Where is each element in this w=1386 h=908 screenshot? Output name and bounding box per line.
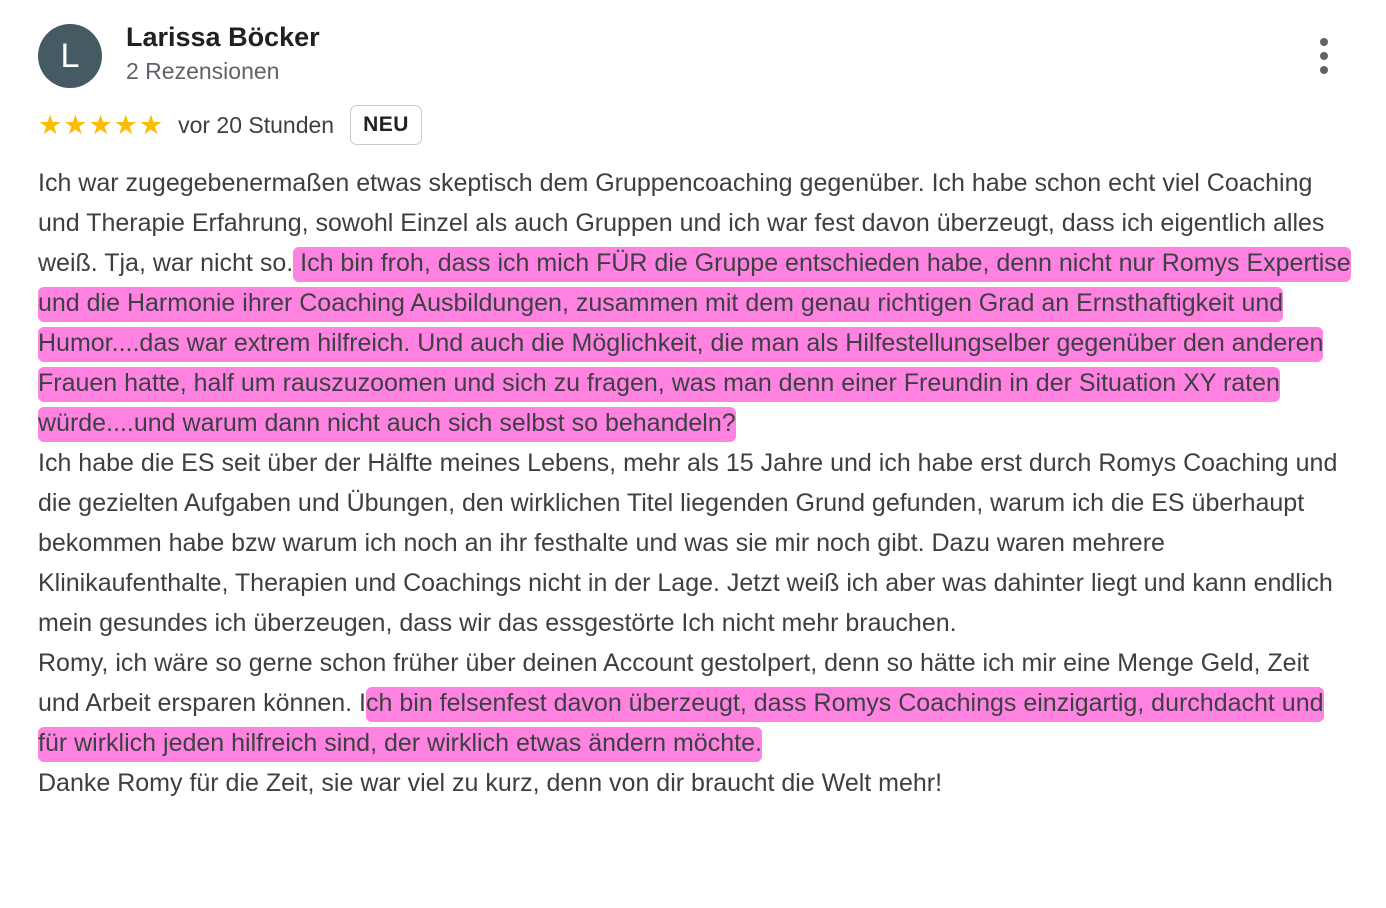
review-text-segment: Romy, ich wäre so gerne schon früher über deinen Account gestolpert, denn so hätte ich mir eine Menge Geld, Zeit und Arbeit ersparen können. I (38, 649, 1310, 717)
avatar[interactable]: L (38, 24, 102, 88)
star-icon: ★ (63, 109, 88, 140)
more-vertical-icon-dot (1320, 52, 1328, 60)
more-vertical-icon-dot (1320, 38, 1328, 46)
star-icon: ★ (138, 109, 164, 140)
new-badge: NEU (350, 105, 422, 145)
review-text-segment: Ich war zugegebenermaßen etwas skeptisch dem Gruppencoaching gegenüber. Ich habe schon echt viel Coaching und Therapie Erfahrung, sowohl Einzel als auch Gruppen und ich war fest davon überzeugt, dass ich eigentlich alles weiß. Tja, war nicht so. (38, 169, 1325, 277)
review-text (38, 163, 1354, 803)
star-icon: ★ (113, 109, 138, 140)
highlighted-text: ch bin felsenfest davon überzeugt, dass Romys Coachings einzigartig, durchdacht und für wirklich jeden hilfreich sind, der wirklich etwas ändern möchte. (38, 687, 1324, 762)
rating-row (38, 104, 422, 146)
star-icon: ★ (88, 109, 113, 140)
reviewer-name[interactable]: Larissa Böcker (126, 22, 320, 52)
star-rating (38, 109, 164, 140)
star-icon: ★ (38, 109, 63, 140)
highlighted-text: Ich bin froh, dass ich mich FÜR die Gruppe entschieden habe, denn nicht nur Romys Expertise und die Harmonie ihrer Coaching Ausbildungen, zusammen mit dem genau richtigen Grad an Ernsthaftigkeit und Humor....das war extrem hilfreich. Und auch die Möglichkeit, die man als Hilfestellungselber gegenüber den anderen Frauen hatte, half um rauszuzoomen und sich zu fragen, was man denn einer Freundin in der Situation XY raten würde....und warum dann nicht auch sich selbst so behandeln? (38, 247, 1351, 442)
review-paragraph (38, 643, 1354, 763)
review-time: vor 20 Stunden (178, 111, 335, 138)
review-paragraph: Danke Romy für die Zeit, sie war viel zu kurz, denn von dir braucht die Welt mehr! (38, 769, 943, 797)
reviewer-review-count[interactable]: 2 Rezensionen (126, 58, 280, 84)
review-paragraph: Ich habe die ES seit über der Hälfte meines Lebens, mehr als 15 Jahre und ich habe erst durch Romys Coaching und die gezielten Aufgaben und Übungen, den wirklichen Titel liegenden Grund gefunden, warum ich die ES überhaupt bekommen habe bzw warum ich noch an ihr festhalte und was sie mir noch gibt. Dazu waren mehrere Klinikaufenthalte, Therapien und Coachings nicht in der Lage. Jetzt weiß ich aber was dahinter liegt und kann endlich mein gesundes ich überzeugen, dass wir das essgestörte Ich nicht mehr brauchen. (38, 449, 1338, 637)
more-vertical-icon-dot (1320, 66, 1328, 74)
review-paragraph (38, 163, 1354, 443)
more-options-button[interactable] (1304, 30, 1344, 82)
